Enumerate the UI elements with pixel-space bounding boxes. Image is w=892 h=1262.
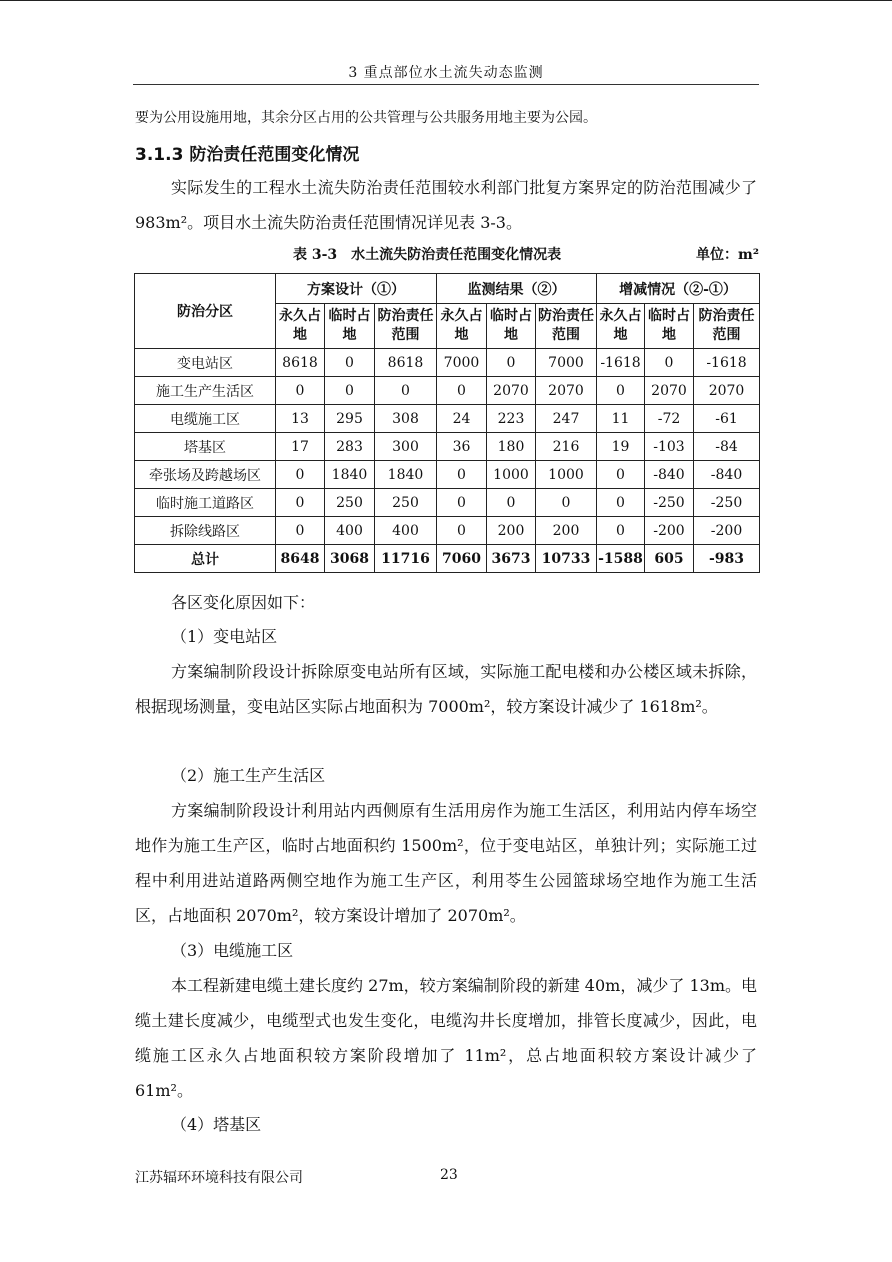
value-cell: 11 — [597, 405, 645, 433]
intro-paragraph: 要为公用设施用地，其余分区占用的公共管理与公共服务用地主要为公园。 — [135, 110, 597, 126]
value-cell: 0 — [437, 489, 487, 517]
table-row — [135, 517, 760, 545]
zone-cell: 拆除线路区 — [135, 517, 276, 545]
value-cell: 8618 — [375, 349, 437, 377]
total-value-cell: 11716 — [375, 545, 437, 573]
page-number: 23 — [440, 1167, 458, 1183]
value-cell: 7000 — [536, 349, 597, 377]
responsibility-range-table — [134, 273, 760, 573]
total-value-cell: 8648 — [276, 545, 325, 573]
value-cell: 0 — [597, 377, 645, 405]
value-cell: 400 — [375, 517, 437, 545]
value-cell: 8618 — [276, 349, 325, 377]
value-cell: 17 — [276, 433, 325, 461]
value-cell: 0 — [325, 377, 375, 405]
total-value-cell: 10733 — [536, 545, 597, 573]
subheader-cell: 永久占地 — [276, 304, 325, 349]
value-cell: 2070 — [694, 377, 760, 405]
value-cell: -250 — [694, 489, 760, 517]
header-group-monitor: 监测结果（②） — [437, 274, 597, 304]
value-cell: 1840 — [325, 461, 375, 489]
value-cell: -200 — [645, 517, 694, 545]
value-cell: 300 — [375, 433, 437, 461]
subheader-cell: 永久占地 — [437, 304, 487, 349]
value-cell: 200 — [487, 517, 536, 545]
total-value-cell: -983 — [694, 545, 760, 573]
table-row — [135, 489, 760, 517]
value-cell: -61 — [694, 405, 760, 433]
value-cell: 1840 — [375, 461, 437, 489]
value-cell: -840 — [645, 461, 694, 489]
item-2-heading: （2）施工生产生活区 — [171, 766, 326, 785]
section-heading: 3.1.3 防治责任范围变化情况 — [135, 145, 360, 165]
value-cell: -840 — [694, 461, 760, 489]
value-cell: 0 — [437, 517, 487, 545]
value-cell: 283 — [325, 433, 375, 461]
value-cell: -1618 — [694, 349, 760, 377]
value-cell: 0 — [645, 349, 694, 377]
subheader-cell: 防治责任范围 — [375, 304, 437, 349]
value-cell: -250 — [645, 489, 694, 517]
value-cell: 216 — [536, 433, 597, 461]
value-cell: 7000 — [437, 349, 487, 377]
value-cell: 13 — [276, 405, 325, 433]
value-cell: 223 — [487, 405, 536, 433]
value-cell: -200 — [694, 517, 760, 545]
zone-cell: 变电站区 — [135, 349, 276, 377]
item-2-text: 方案编制阶段设计利用站内西侧原有生活用房作为施工生活区，利用站内停车场空地作为施工生产区，临时占地面积约 1500m²，位于变电站区，单独计列；实际施工过程中利用进站道路两侧空地作为施工生产区，利用苓生公园篮球场空地作为施工生活区，占地面积 2070m²，较方案设计增加了 2070m²。 — [135, 801, 757, 925]
value-cell: 0 — [437, 461, 487, 489]
header-group-plan: 方案设计（①） — [276, 274, 437, 304]
item-3-heading: （3）电缆施工区 — [171, 941, 294, 960]
table-title: 表 3-3 水土流失防治责任范围变化情况表 — [293, 247, 562, 263]
value-cell: 295 — [325, 405, 375, 433]
value-cell: 250 — [325, 489, 375, 517]
table-row — [135, 377, 760, 405]
value-cell: -103 — [645, 433, 694, 461]
reasons-intro: 各区变化原因如下： — [171, 593, 316, 612]
value-cell: 0 — [487, 489, 536, 517]
table-row — [135, 461, 760, 489]
table-row — [135, 405, 760, 433]
value-cell: 308 — [375, 405, 437, 433]
value-cell: 0 — [325, 349, 375, 377]
value-cell: 19 — [597, 433, 645, 461]
value-cell: 2070 — [645, 377, 694, 405]
value-cell: 0 — [375, 377, 437, 405]
value-cell: 0 — [487, 349, 536, 377]
running-header: 3 重点部位水土流失动态监测 — [348, 65, 544, 81]
value-cell: -72 — [645, 405, 694, 433]
zone-cell: 施工生产生活区 — [135, 377, 276, 405]
value-cell: 1000 — [487, 461, 536, 489]
value-cell: 247 — [536, 405, 597, 433]
table-unit: 单位：m² — [696, 247, 759, 263]
value-cell: 200 — [536, 517, 597, 545]
total-value-cell: 605 — [645, 545, 694, 573]
item-1-heading: （1）变电站区 — [171, 627, 278, 646]
zone-cell: 临时施工道路区 — [135, 489, 276, 517]
zone-cell: 牵张场及跨越场区 — [135, 461, 276, 489]
value-cell: 0 — [597, 461, 645, 489]
subheader-cell: 防治责任范围 — [536, 304, 597, 349]
value-cell: 24 — [437, 405, 487, 433]
subheader-cell: 临时占地 — [325, 304, 375, 349]
value-cell: 400 — [325, 517, 375, 545]
item-4-heading: （4）塔基区 — [171, 1115, 262, 1134]
value-cell: 1000 — [536, 461, 597, 489]
subheader-cell: 防治责任范围 — [694, 304, 760, 349]
value-cell: 250 — [375, 489, 437, 517]
value-cell: 2070 — [536, 377, 597, 405]
page-top-border — [0, 0, 892, 1]
zone-cell: 电缆施工区 — [135, 405, 276, 433]
value-cell: -84 — [694, 433, 760, 461]
value-cell: 0 — [276, 517, 325, 545]
subheader-cell: 永久占地 — [597, 304, 645, 349]
summary-paragraph: 实际发生的工程水土流失防治责任范围较水利部门批复方案界定的防治范围减少了 983m²。项目水土流失防治责任范围情况详见表 3-3。 — [135, 178, 757, 232]
item-1-text: 方案编制阶段设计拆除原变电站所有区域，实际施工配电楼和办公楼区域未拆除，根据现场测量，变电站区实际占地面积为 7000m²，较方案设计减少了 1618m²。 — [135, 662, 757, 716]
header-group-change: 增减情况（②-①） — [597, 274, 760, 304]
table-row — [135, 349, 760, 377]
value-cell: 0 — [597, 489, 645, 517]
table-row — [135, 433, 760, 461]
value-cell: -1618 — [597, 349, 645, 377]
value-cell: 0 — [276, 377, 325, 405]
total-row — [135, 545, 760, 573]
total-label: 总计 — [135, 545, 276, 573]
value-cell: 36 — [437, 433, 487, 461]
value-cell: 180 — [487, 433, 536, 461]
value-cell: 2070 — [487, 377, 536, 405]
subheader-cell: 临时占地 — [645, 304, 694, 349]
value-cell: 0 — [597, 517, 645, 545]
value-cell: 0 — [276, 461, 325, 489]
value-cell: 0 — [437, 377, 487, 405]
value-cell: 0 — [276, 489, 325, 517]
total-value-cell: 3673 — [487, 545, 536, 573]
footer-company: 江苏辐环环境科技有限公司 — [135, 1170, 303, 1186]
total-value-cell: 7060 — [437, 545, 487, 573]
zone-cell: 塔基区 — [135, 433, 276, 461]
header-rule — [133, 84, 759, 85]
subheader-cell: 临时占地 — [487, 304, 536, 349]
item-3-text: 本工程新建电缆土建长度约 27m，较方案编制阶段的新建 40m，减少了 13m。电缆土建长度减少，电缆型式也发生变化，电缆沟井长度增加，排管长度减少，因此，电缆施工区永久占地面积较方案阶段增加了 11m²，总占地面积较方案设计减少了 61m²。 — [135, 976, 757, 1100]
total-value-cell: 3068 — [325, 545, 375, 573]
value-cell: 0 — [536, 489, 597, 517]
total-value-cell: -1588 — [597, 545, 645, 573]
header-zone: 防治分区 — [135, 274, 276, 349]
